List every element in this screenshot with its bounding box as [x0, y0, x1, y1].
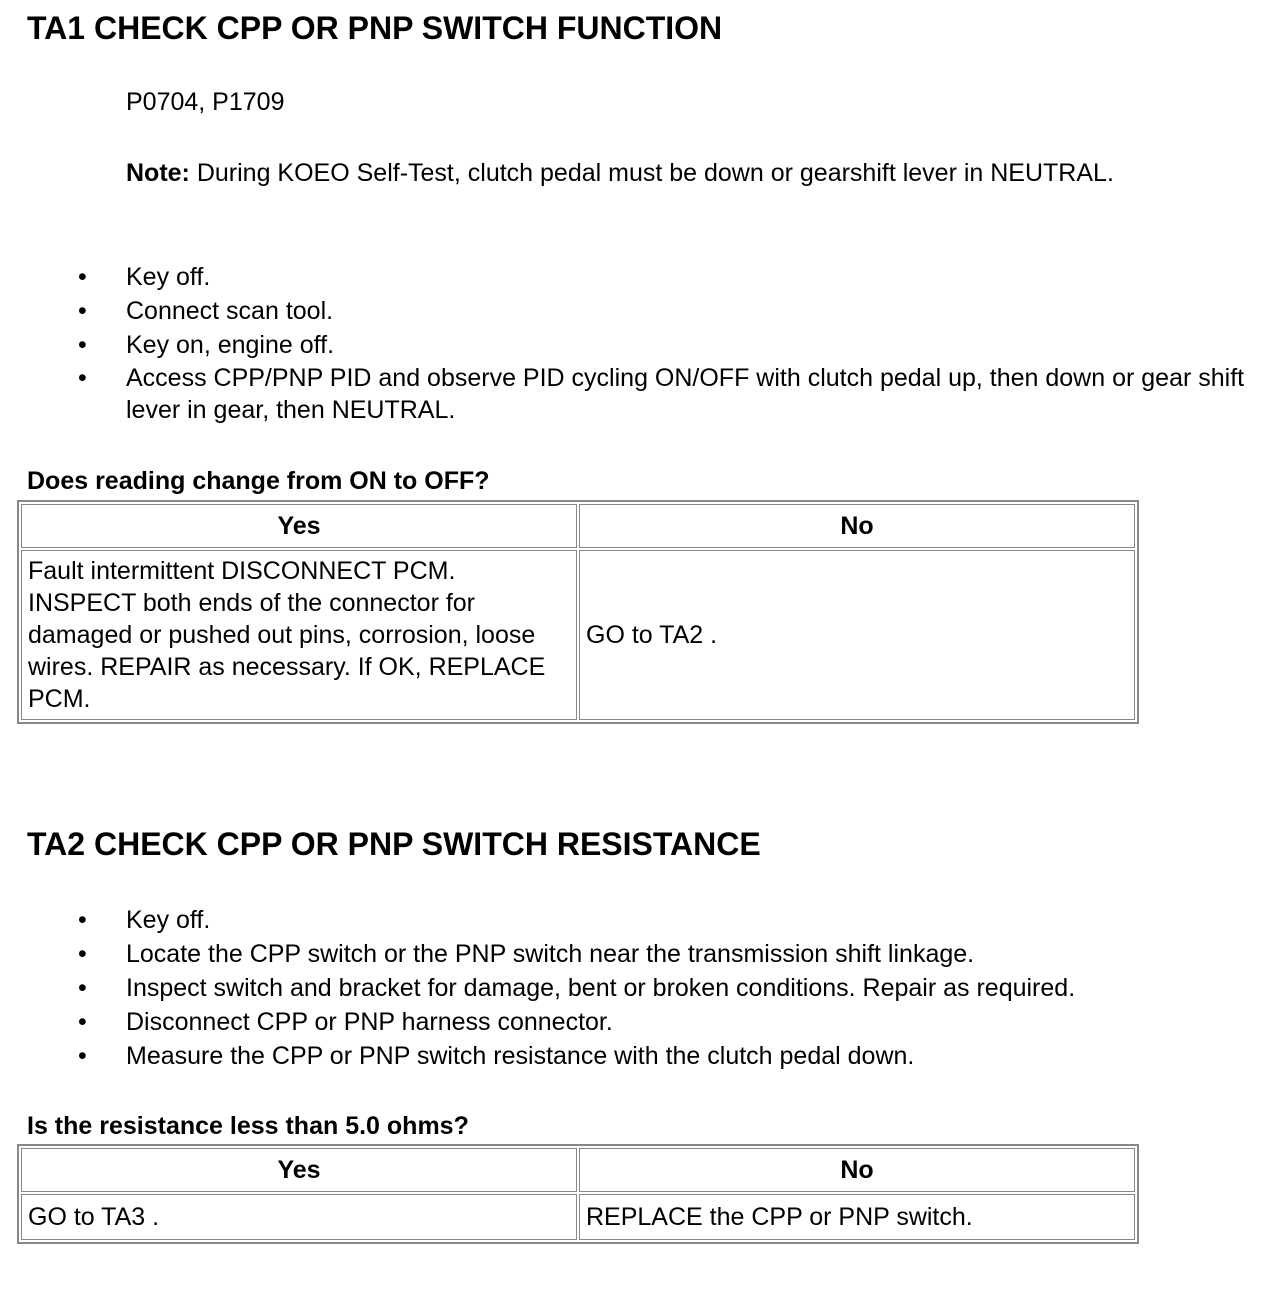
table-row: [21, 1194, 1135, 1240]
ta1-codes: P0704, P1709: [126, 88, 285, 116]
yes-cell: Fault intermittent DISCONNECT PCM. INSPECT both ends of the connector for damaged or pushed out pins, corrosion, loose wires. REPAIR as necessary. If OK, REPLACE PCM.: [21, 550, 577, 720]
table-row: [21, 550, 1135, 720]
table-header-row: [21, 1148, 1135, 1192]
list-item: • Measure the CPP or PNP switch resistance with the clutch pedal down.: [0, 1039, 1250, 1073]
table-header-row: [21, 504, 1135, 548]
yes-cell: GO to TA3 .: [21, 1194, 577, 1240]
yes-header: Yes: [21, 1148, 577, 1192]
list-item: • Disconnect CPP or PNP harness connector.: [0, 1005, 1250, 1039]
bullet-icon: •: [78, 1008, 87, 1036]
list-item: • Inspect switch and bracket for damage, bent or broken conditions. Repair as required.: [0, 971, 1250, 1005]
bullet-icon: •: [78, 364, 87, 392]
ta1-steps: [0, 260, 1250, 426]
ta1-note-text: During KOEO Self-Test, clutch pedal must be down or gearshift lever in NEUTRAL.: [189, 159, 1114, 187]
bullet-icon: •: [78, 974, 87, 1002]
bullet-icon: •: [78, 331, 87, 359]
no-cell: REPLACE the CPP or PNP switch.: [579, 1194, 1135, 1240]
ta2-question: Is the resistance less than 5.0 ohms?: [27, 1112, 469, 1140]
list-item: • Key off.: [0, 903, 1250, 937]
list-item: • Access CPP/PNP PID and observe PID cycling ON/OFF with clutch pedal up, then down or gear shift lever in gear, then NEUTRAL.: [78, 364, 1245, 424]
ta2-decision-table: [17, 1144, 1139, 1244]
bullet-icon: •: [78, 906, 87, 934]
bullet-icon: •: [78, 297, 87, 325]
list-item: • Locate the CPP switch or the PNP switch near the transmission shift linkage.: [0, 937, 1250, 971]
no-header: No: [579, 504, 1135, 548]
no-header: No: [579, 1148, 1135, 1192]
list-item: • Key off.: [0, 260, 1250, 294]
list-item: • Connect scan tool.: [0, 294, 1250, 328]
ta1-question: Does reading change from ON to OFF?: [27, 467, 490, 495]
ta1-decision-table: [17, 500, 1139, 724]
bullet-icon: •: [78, 940, 87, 968]
no-cell: GO to TA2 .: [579, 550, 1135, 720]
list-item: • Key on, engine off.: [0, 328, 1250, 362]
ta2-steps: [0, 903, 1250, 1073]
ta2-title: TA2 CHECK CPP OR PNP SWITCH RESISTANCE: [27, 826, 761, 862]
ta1-note-label: Note:: [126, 159, 190, 187]
bullet-icon: •: [78, 1042, 87, 1070]
yes-header: Yes: [21, 504, 577, 548]
ta1-note: [126, 157, 1116, 189]
bullet-icon: •: [78, 263, 87, 291]
ta1-title: TA1 CHECK CPP OR PNP SWITCH FUNCTION: [27, 10, 723, 46]
